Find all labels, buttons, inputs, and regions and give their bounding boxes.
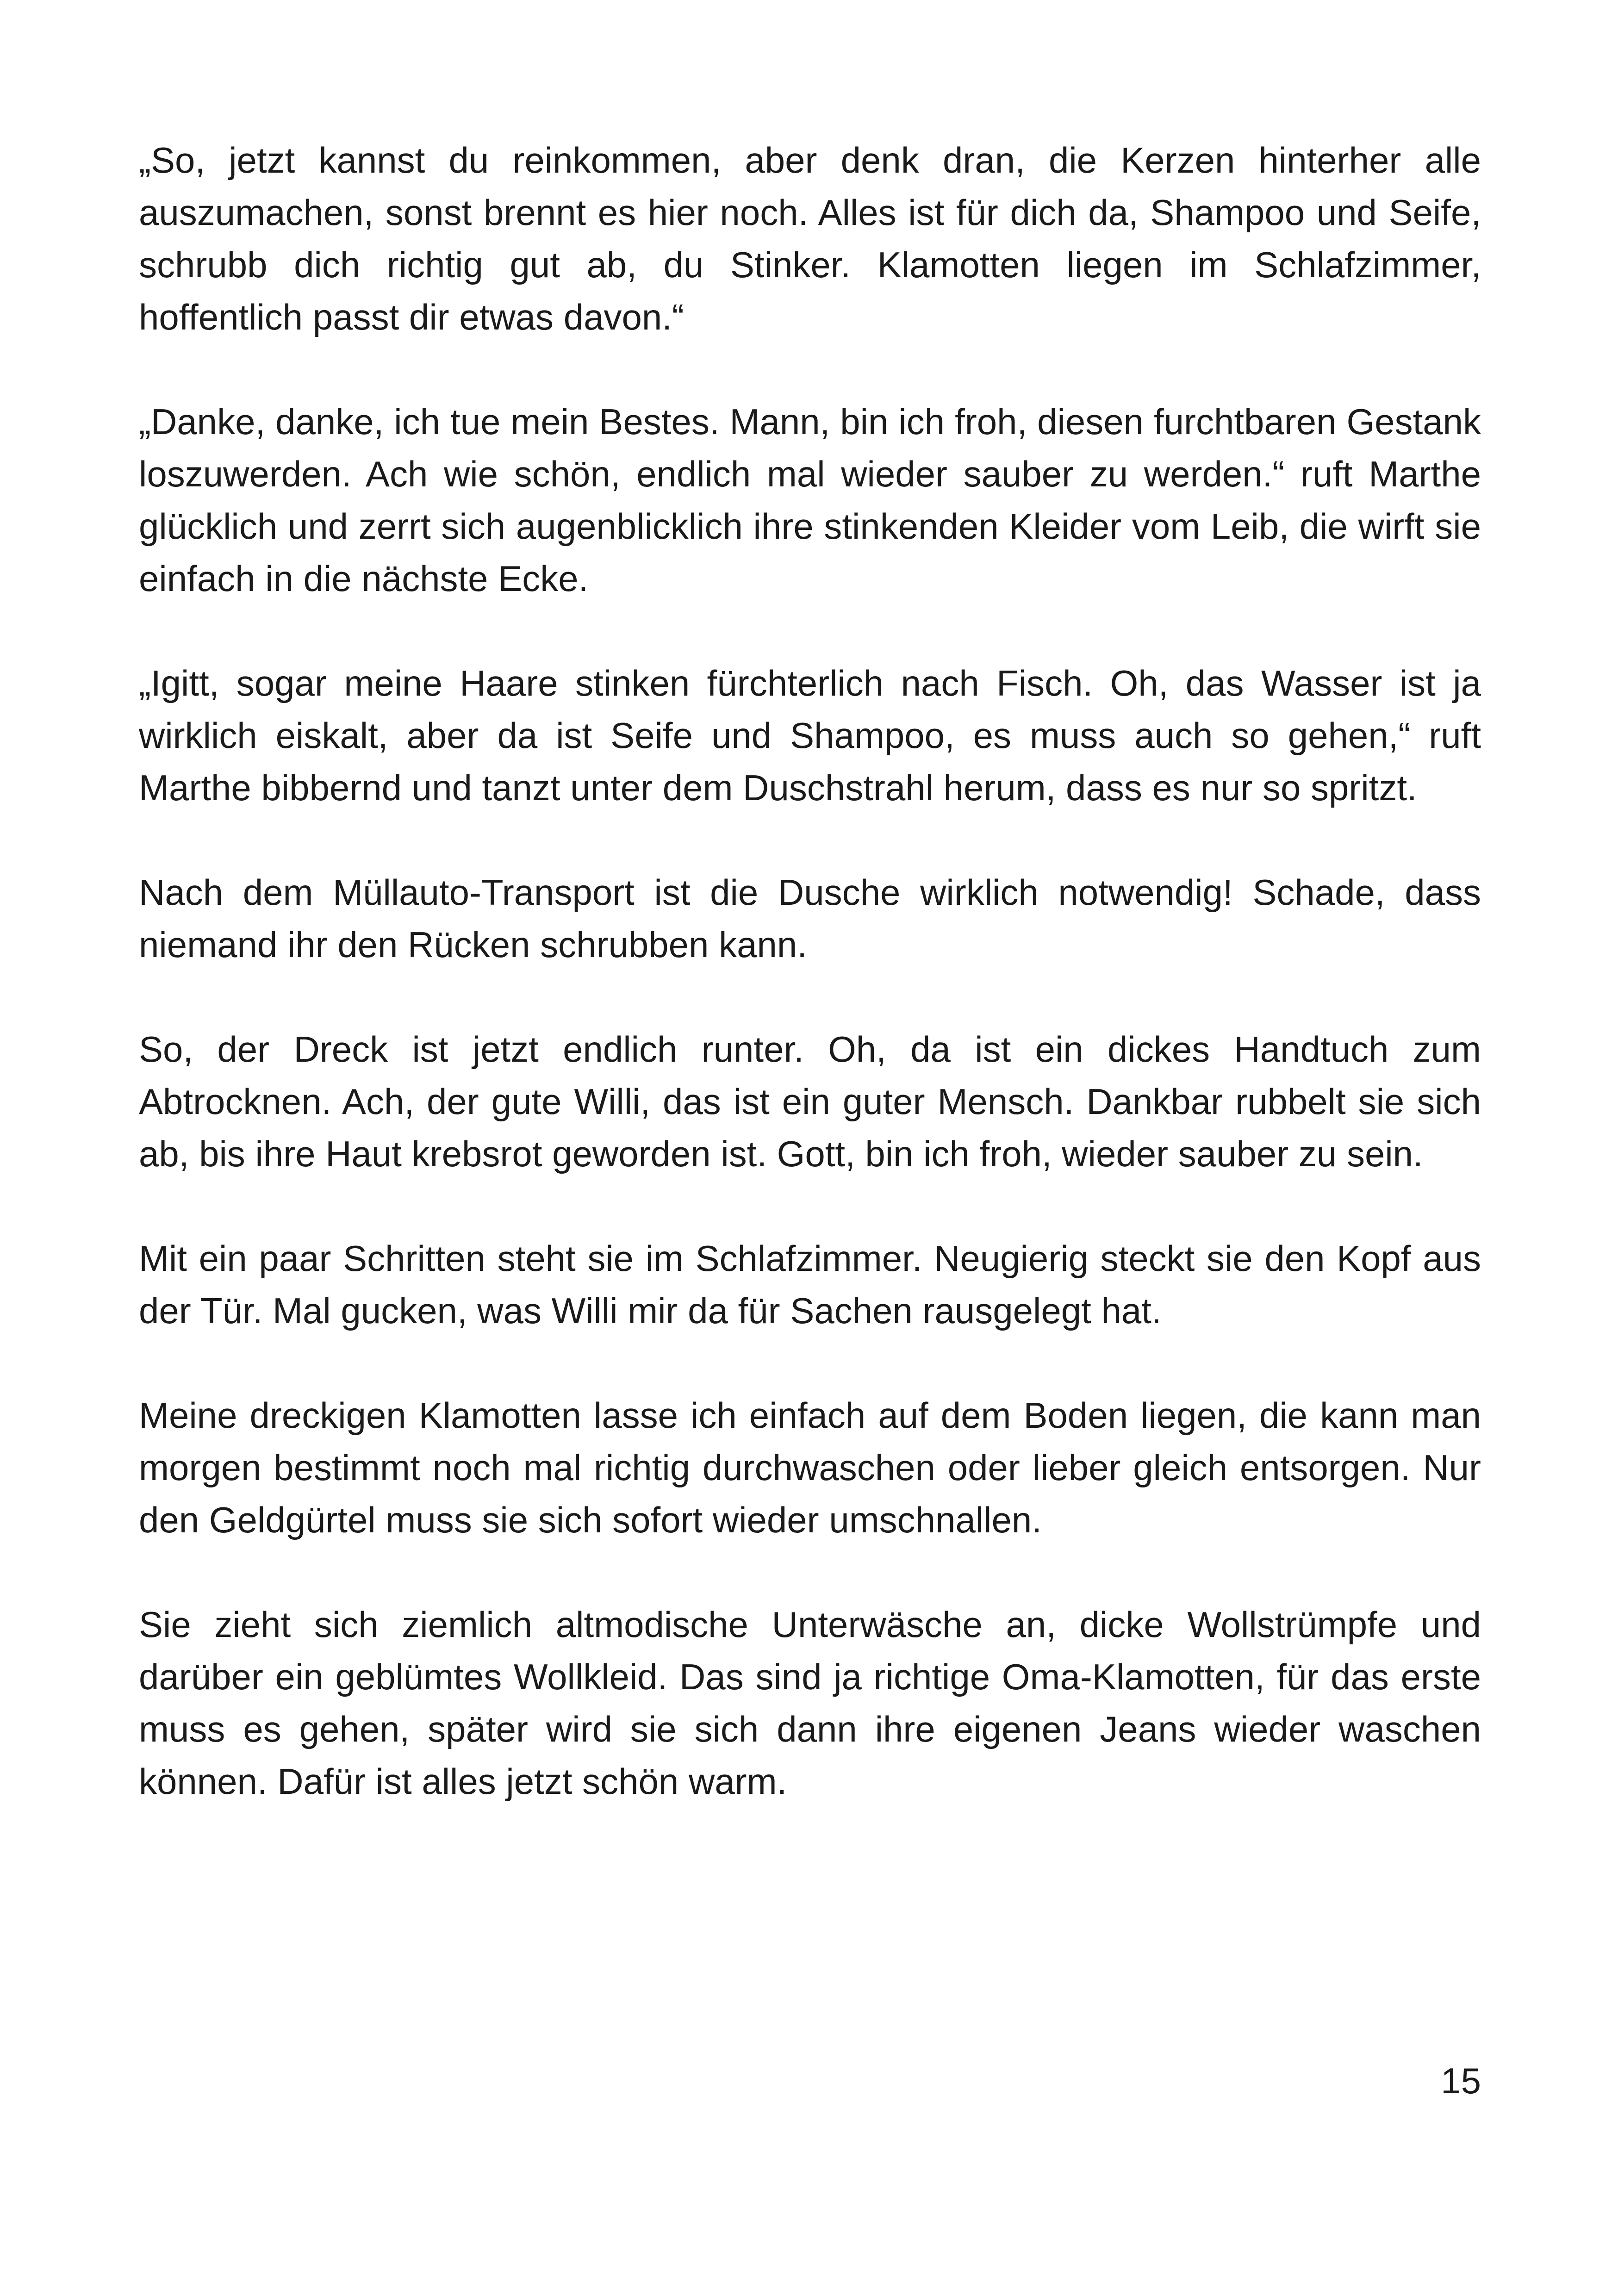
paragraph-1: „So, jetzt kannst du reinkommen, aber denk dran, die Kerzen hinterher alle auszumachen, sonst brennt es hier noch. Alles ist für dich da, Shampoo und Seife, schrubb dich richtig gut ab, du Stinker. Klamotten liegen im Schlafzimmer, hoffentlich passt dir etwas davon.“ <box>139 140 1481 337</box>
paragraph-2: „Danke, danke, ich tue mein Bestes. Mann, bin ich froh, diesen furchtbaren Gestank loszuwerden. Ach wie schön, endlich mal wieder sauber zu werden.“ ruft Marthe glücklich und zerrt sich augenblicklich ihre stinkenden Kleider vom Leib, die wirft sie einfach in die nächste Ecke. <box>139 401 1481 599</box>
paragraph-5: So, der Dreck ist jetzt endlich runter. Oh, da ist ein dickes Handtuch zum Abtrocknen. Ach, der gute Willi, das ist ein guter Mensch. Dankbar rubbelt sie sich ab, bis ihre Haut krebsrot geworden ist. Gott, bin ich froh, wieder sauber zu sein. <box>139 1029 1481 1174</box>
paragraph-7: Meine dreckigen Klamotten lasse ich einfach auf dem Boden liegen, die kann man morgen bestimmt noch mal richtig durchwaschen oder lieber gleich entsorgen. Nur den Geldgürtel muss sie sich sofort wieder umschnallen. <box>139 1395 1481 1540</box>
body-text <box>139 134 1481 1860</box>
page-number: 15 <box>1441 2060 1481 2101</box>
paragraph-6: Mit ein paar Schritten steht sie im Schlafzimmer. Neugierig steckt sie den Kopf aus der Tür. Mal gucken, was Willi mir da für Sachen rausgelegt hat. <box>139 1238 1481 1331</box>
paragraph-4: Nach dem Müllauto-Transport ist die Dusche wirklich notwendig! Schade, dass niemand ihr den Rücken schrubben kann. <box>139 872 1481 965</box>
paragraph-3: „Igitt, sogar meine Haare stinken fürchterlich nach Fisch. Oh, das Wasser ist ja wirklich eiskalt, aber da ist Seife und Shampoo, es muss auch so gehen,“ ruft Marthe bibbernd und tanzt unter dem Duschstrahl herum, dass es nur so spritzt. <box>139 663 1481 808</box>
paragraph-8: Sie zieht sich ziemlich altmodische Unterwäsche an, dicke Wollstrümpfe und darüber ein geblümtes Wollkleid. Das sind ja richtige Oma-Klamotten, für das erste muss es gehen, später wird sie sich dann ihre eigenen Jeans wieder waschen können. Dafür ist alles jetzt schön warm. <box>139 1604 1481 1802</box>
